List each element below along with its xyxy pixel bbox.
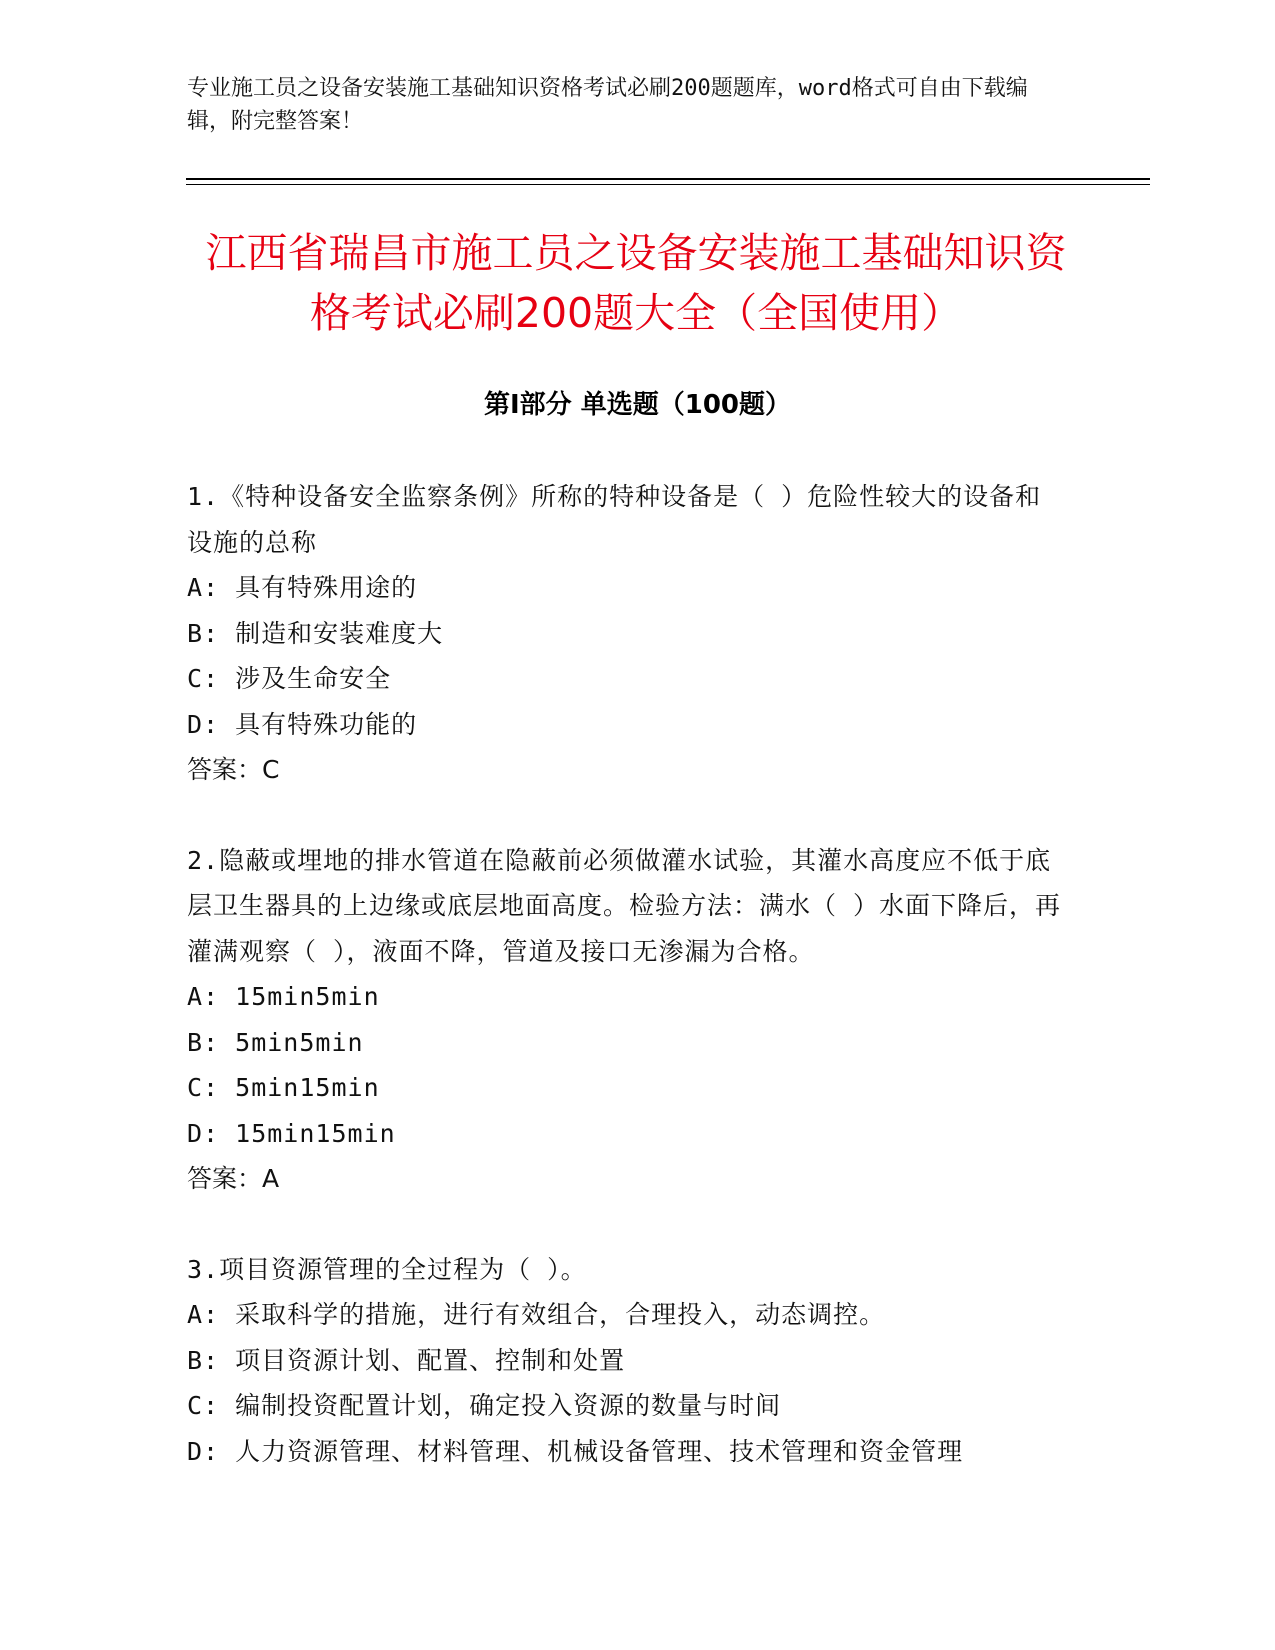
option-b: B: 制造和安装难度大 — [187, 618, 444, 648]
option-b: B: 5min5min — [187, 1027, 364, 1057]
option-c: C: 涉及生命安全 — [187, 664, 392, 693]
option-b: B: 项目资源计划、配置、控制和处置 — [187, 1345, 626, 1375]
question-stem: 2.隐蔽或埋地的排水管道在隐蔽前必须做灌水试验，其灌水高度应不低于底层卫生器具的上边缘或底层地面高度。检验方法：满水（ ）水面下降后，再灌满观察（ ），液面不降，管道及接口无渗漏为合格。 — [187, 845, 1062, 966]
document-title: 江西省瑞昌市施工员之设备安装施工基础知识资格考试必刷200题大全（全国使用） — [205, 229, 1067, 337]
option-d: D: 具有特殊功能的 — [187, 709, 418, 739]
question-list — [187, 474, 1067, 1519]
question-2 — [187, 838, 1067, 1202]
option-a: A: 15min5min — [187, 982, 380, 1011]
answer: 答案：A — [187, 1164, 280, 1193]
option-a: A: 采取科学的措施，进行有效组合，合理投入，动态调控。 — [187, 1300, 886, 1329]
option-d: D: 15min15min — [187, 1118, 396, 1148]
option-c: C: 5min15min — [187, 1073, 380, 1102]
question-stem: 3.项目资源管理的全过程为（ ）。 — [187, 1254, 587, 1284]
header-divider-thick — [186, 178, 1150, 180]
question-1 — [187, 474, 1067, 793]
question-stem: 1.《特种设备安全监察条例》所称的特种设备是（ ）危险性较大的设备和设施的总称 — [187, 482, 1042, 557]
option-d: D: 人力资源管理、材料管理、机械设备管理、技术管理和资金管理 — [187, 1436, 964, 1466]
option-a: A: 具有特殊用途的 — [187, 573, 418, 602]
answer: 答案：C — [187, 755, 280, 784]
header-divider-thin — [186, 184, 1150, 185]
header-note: 专业施工员之设备安装施工基础知识资格考试必刷200题题库，word格式可自由下载编辑，附完整答案！ — [187, 76, 1028, 134]
question-3 — [187, 1247, 1067, 1475]
section-title: 第Ⅰ部分 单选题（100题） — [484, 390, 791, 420]
option-c: C: 编制投资配置计划，确定投入资源的数量与时间 — [187, 1391, 782, 1420]
